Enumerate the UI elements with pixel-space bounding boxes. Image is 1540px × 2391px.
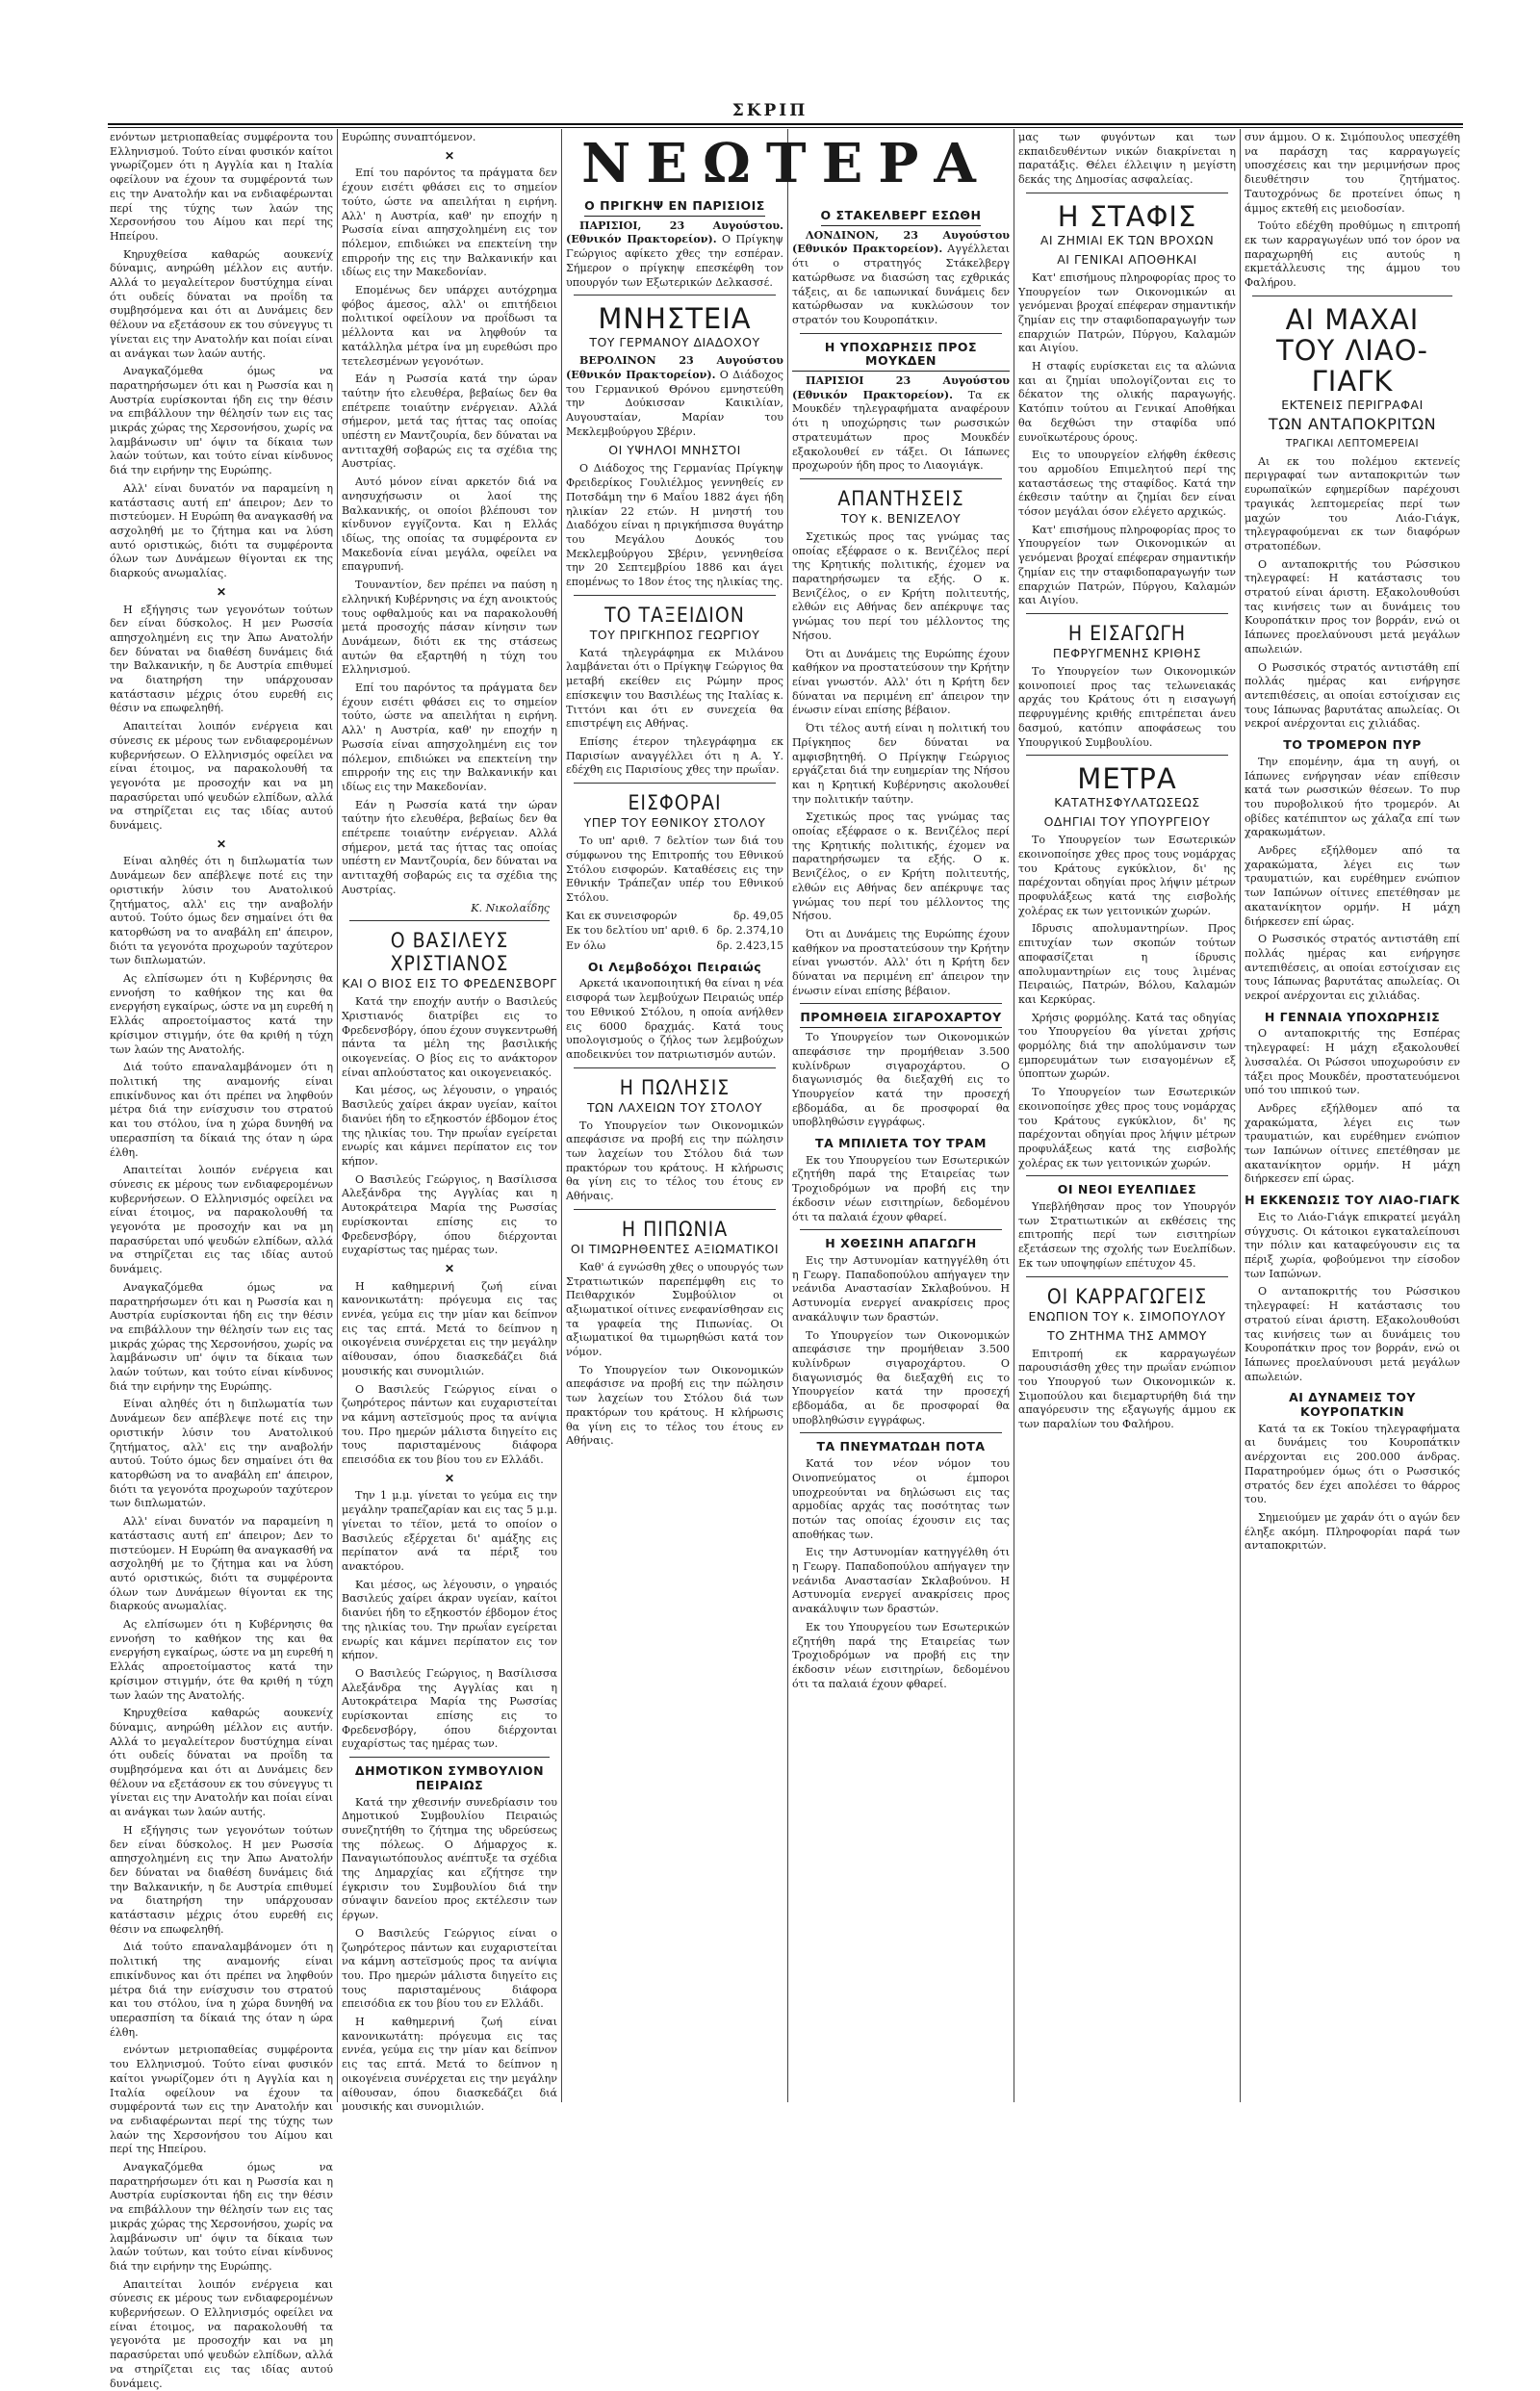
neotera-block xyxy=(566,132,1007,195)
headline-measures: ΜΕΤΡΑ xyxy=(1077,762,1177,796)
headline-piponia: Η ΠΙΠΩΝΙΑ xyxy=(621,1217,729,1241)
paragraph: Κηρυχθείσα καθαρώς αουκενίχ δύναμις, ανηρώθη μέλλον εις αυτήν. Αλλά το μεγαλείτερον δυστύχημα είναι ότι ουδείς δύναται να προΐδη τα συμβησόμενα και ότι αι Δυνάμεις δεν θέλουν να εξετάσουν εκ του σύνεγγυς τι γίνεται εις την Ανατολήν και ποίαι είναι αι ανάγκαι των λαών αυτής. xyxy=(110,247,333,360)
paragraph: Εις την Αστυνομίαν κατηγγέλθη ότι η Γεωργ. Παπαδοπούλου απήγαγεν την νεάνιδα Αναστασίαν Σκλαβούνου. Η Αστυνομία ενεργεί ανακρίσεις προς ανακάλυψιν των δραστών. xyxy=(792,1546,1010,1616)
paragraph: Απαιτείται λοιπόν ενέργεια και σύνεσις εκ μέρους των ενδιαφερομένων κυβερνήσεων. Ο Ελληνισμός οφείλει να είναι έτοιμος, να παρακολουθή τα γεγονότα με προσοχήν και να μη παρασύρεται υπό ψευδών ελπίδων, αλλά να στηρίζεται εις τας ιδίας αυτού δυνάμεις. xyxy=(110,720,333,833)
paragraph: Αυτό μόνον είναι αρκετόν διά να ανησυχήσωσιν οι λαοί της Βαλκανικής, οι οποίοι βλέπουσι τον κίνδυνον εγγίζοντα. Και η Ελλάς ιδίως, της οποίας τα συμφέροντα εν Μακεδονία είναι μεγάλα, οφείλει να επαγρυπνή. xyxy=(342,476,557,574)
paragraph: Επομένως δεν υπάρχει αυτόχρημα φόβος άμεσος, αλλ' οι επιτήδειοι πολιτικοί οφείλουν να προΐδωσι τα μέλλοντα και να ληφθούν τα κατάλληλα μέτρα ίνα μη ευρεθώσι προ τετελεσμένων γεγονότων. xyxy=(342,284,557,368)
headline-journey: ΤΟ ΤΑΞΕΙΔΙΟΝ xyxy=(604,603,745,627)
paragraph: Κατ' επισήμους πληροφορίας προς το Υπουργείον των Οικονομικών αι γενόμεναι βροχαί επέφεραν σημαντικήν ζημίαν εις την σταφιδοπαραγωγήν των επαρχιών Πατρών, Πύργου, Καλαμών και Αιγίου. xyxy=(1018,523,1236,607)
paragraph: Τουναντίον, δεν πρέπει να παύση η ελληνική Κυβέρνησις να έχη ανοικτούς τους οφθαλμούς και να παρακολουθή μετά προσοχής πάσαν κίνησιν των Δυνάμεων, διότι εκ της στάσεως αυτών θα εξαρτηθή η τύχη του Ελληνισμού. xyxy=(342,578,557,677)
section-separator: ✕ xyxy=(444,148,455,163)
headline-engagement: ΜΝΗΣΤΕΙΑ xyxy=(598,302,752,336)
section-separator: ✕ xyxy=(216,584,227,599)
paragraph: Αλλ' είναι δυνατόν να παραμείνη η κατάστασις αυτή επ' άπειρον; Δεν το πιστεύομεν. Η Ευρώπη θα αναγκασθή να ασχοληθή με το ζήτημα και να λύση αυτό οριστικώς, διότι τα συμφέροντα όλων των Δυνάμεων θίγονται εκ της διαρκούς ανωμαλίας. xyxy=(110,1515,333,1613)
headline-boatmen: Οι Λεμβοδόχοι Πειραιώς xyxy=(587,959,762,974)
subheadline: ΟΙ ΥΨΗΛΟΙ ΜΝΗΣΤΟΙ xyxy=(608,443,741,458)
headline-tram-tickets: ΤΑ ΜΠΙΛΙΕΤΑ ΤΟΥ ΤΡΑΜ xyxy=(815,1136,987,1151)
paragraph: ενόντων μετριοπαθείας συμφέροντα του Ελληνισμού. Τούτο είναι φυσικόν καίτοι γνωρίζομεν ότι η Αγγλία και η Ιταλία οφείλουν να έχουν τα συμφέροντά των εις την Ανατολήν και να ενδιαφέρωνται περί της τύχης των λαών της Χερσονήσου του Αίμου και περί της Ηπείρου. xyxy=(110,2044,333,2156)
paragraph: Εκ του Υπουργείου των Εσωτερικών εζητήθη παρά της Εταιρείας των Τροχιοδρόμων να προβή εις την έκδοσιν νέων εισιτηρίων, δεδομένου ότι τα παλαιά έχουν φθαρεί. xyxy=(792,1153,1010,1223)
header-rule xyxy=(108,123,1463,125)
subheadline: ΤΟΥ ΓΕΡΜΑΝΟΥ ΔΙΑΔΟΧΟΥ xyxy=(589,335,760,350)
paragraph: Κατά τον νέον νόμον του Οινοπνεύματος οι έμποροι υποχρεούνται να δηλώσωσι εις τας αρμοδίας αρχάς τας ποσότητας των ποτών τας οποίας έχουσιν εις τας αποθήκας των. xyxy=(792,1457,1010,1541)
divider xyxy=(800,478,1002,479)
paragraph: Επί του παρόντος τα πράγματα δεν έχουν εισέτι φθάσει εις το σημείον τούτο, ώστε να απειλήται η ειρήνη. Αλλ' η Αυστρία, καθ' ην εποχήν η Ρωσσία είναι απησχολημένη εις τον πόλεμον, επιδιώκει να επεκτείνη την επιρροήν της εις την Βαλκανικήν και ιδίως εις την Μακεδονίαν. xyxy=(342,681,557,793)
paragraph: Ο Βασιλεύς Γεώργιος είναι ο ζωηρότερος πάντων και ευχαριστείται να κάμνη αστεϊσμούς προς τα ανίψια του. Προ ημερών μάλιστα διηγείτο εις τους παρισταμένους διάφορα επεισόδια εκ του βίου του εν Ελλάδι. xyxy=(342,1382,557,1467)
headline-stakelberg: Ο ΣΤΑΚΕΛΒΕΡΓ ΕΣΩΘΗ xyxy=(792,209,1010,226)
headline-liaoyang: ΤΟΥ ΛΙΑΟ-ΓΙΑΓΚ xyxy=(1276,333,1428,398)
divider xyxy=(574,1067,776,1068)
paragraph: συν άμμου. Ο κ. Σιμόπουλος υπεσχέθη να παράσχη τας καρραγωγείς υποσχέσεις και την μεριμνήσων προς διευθέτησιν του ζητήματος. Ταυτοχρόνως δε προτείνει όπως η άμμος εκτεθή εις μειοδοσίαν. xyxy=(1245,131,1460,215)
paragraph: Το Υπουργείον των Οικονομικών απεφάσισε την προμήθειαν 3.500 κυλίνδρων σιγαροχάρτου. Ο διαγωνισμός θα διεξαχθή εις το Υπουργείον κατά την προσεχή εβδομάδα, αι δε προσφοραί θα υποβληθώσιν εγγράφως. xyxy=(792,1031,1010,1129)
paragraph: Αλλ' είναι δυνατόν να παραμείνη η κατάστασις αυτή επ' άπειρον; Δεν το πιστεύομεν. Η Ευρώπη θα αναγκασθή να ασχοληθή με το ζήτημα και να λύση αυτό οριστικώς, διότι τα συμφέροντα όλων των Δυνάμεων θίγονται εκ της διαρκούς ανωμαλίας. xyxy=(110,481,333,580)
paragraph: μας των φυγόντων και των εκπαιδευθέντων νικών διακρίνεται η παρατάξις. Θέλει έλλειψιν η μεγίστη δεκάς της Δημοσίας ασφαλείας. xyxy=(1018,131,1236,187)
paragraph: Κατά την χθεσινήν συνεδρίασιν του Δημοτικού Συμβουλίου Πειραιώς συνεζητήθη το ζήτημα της υδρεύσεως της πόλεως. Ο Δήμαρχος κ. Παναγιωτόπουλος ανέπτυξε τα σχέδια της Δημαρχίας και εζήτησε την έγκρισιν του Συμβουλίου διά την σύναψιν δανείου προς εκτέλεσιν των έργων. xyxy=(342,1795,557,1922)
divider xyxy=(800,333,1002,334)
masthead-title: ΣΚΡΙΠ xyxy=(732,101,808,120)
divider xyxy=(1026,755,1228,756)
paragraph: Ιδρυσις απολυμαντηρίων. Προς επιτυχίαν των σκοπών τούτων αποφασίζεται η ίδρυσις απολυμαντηρίων εις τους λιμένας Πειραιώς, Πατρών, Βόλου, Καλαμών και Κερκύρας. xyxy=(1018,922,1236,1006)
paragraph: Απαιτείται λοιπόν ενέργεια και σύνεσις εκ μέρους των ενδιαφερομένων κυβερνήσεων. Ο Ελληνισμός οφείλει να είναι έτοιμος, να παρακολουθή τα γεγονότα με προσοχήν και να μη παρασύρεται υπό ψευδών ελπίδων, αλλά να στηρίζεται εις τας ιδίας αυτού δυνάμεις. xyxy=(110,1164,333,1276)
paragraph: Το Υπουργείον των Οικονομικών κοινοποιεί προς τας τελωνειακάς αρχάς του Κράτους ότι η εισαγωγή πεφρυγμένης κριθής επιτρέπεται άνευ δασμού, κατόπιν αποφάσεως του Υπουργικού Συμβουλίου. xyxy=(1018,664,1236,749)
divider xyxy=(574,783,776,784)
subheadline: ΑΙ ΖΗΜΙΑΙ ΕΚ ΤΩΝ ΒΡΟΧΩΝ xyxy=(1040,232,1215,247)
paragraph: Το Υπουργείον των Εσωτερικών εκοινοποίησε χθες προς τους νομάρχας του Κράτους εγκύκλιον, δι' ης παρέχονται οδηγίαι προς λήψιν μέτρων προφυλάξεως κατά της εισβολής χολέρας εκ των γειτονικών χωρών. xyxy=(1018,834,1236,917)
paragraph: Εάν η Ρωσσία κατά την ώραν ταύτην ήτο ελευθέρα, βεβαίως δεν θα επέτρεπε τοιαύτην ενέργειαν. Αλλά σήμερον, μετά τας ήττας τας οποίας υπέστη εν Μαντζουρία, δεν δύναται να αντιταχθή σοβαρώς εις τα σχέδια της Αυστρίας. xyxy=(342,373,557,471)
paragraph: Το Υπουργείον των Οικονομικών απεφάσισε να προβή εις την πώλησιν των λαχείων του Στόλου διά των πρακτόρων του κράτους. Η κλήρωσις θα γίνη εις το τέλος του έτους εν Αθήναις. xyxy=(566,1363,783,1448)
paragraph: Η καθημερινή ζωή είναι κανονικωτάτη: πρόγευμα εις τας εννέα, γεύμα εις την μίαν και δείπνον εις τας επτά. Μετά το δείπνον η οικογένεια συνέρχεται εις την μεγάλην αίθουσαν, όπου διασκεδάζει διά μουσικής και συνομιλιών. xyxy=(342,1279,557,1377)
headline-evacuation: Η ΕΚΚΕΝΩΣΙΣ ΤΟΥ ΛΙΑΟ-ΓΙΑΓΚ xyxy=(1245,1193,1460,1208)
headline-answers: ΑΠΑΝΤΗΣΕΙΣ xyxy=(837,486,964,510)
headline-spirits: ΤΑ ΠΝΕΥΜΑΤΩΔΗ ΠΟΤΑ xyxy=(816,1439,986,1454)
divider xyxy=(800,1432,1002,1433)
divider xyxy=(1026,613,1228,614)
paragraph: Σημειούμεν με χαράν ότι ο αγών δεν έληξε ακόμη. Πληροφορίαι παρά των ανταποκριτών. xyxy=(1245,1510,1460,1553)
headline-piraeus-council: ΔΗΜΟΤΙΚΟΝ ΣΥΜΒΟΥΛΙΟΝ ΠΕΙΡΑΙΩΣ xyxy=(354,1763,545,1792)
column-1 xyxy=(106,131,337,2390)
paragraph: Επιτροπή εκ καρραγωγέων παρουσιάσθη χθες την πρωΐαν ενώπιον του Υπουργού των Οικονομικών κ. Σιμοπούλου και διεμαρτυρήθη διά την απαγόρευσιν της εξαγωγής άμμου εκ των παραλίων του Φαλήρου. xyxy=(1018,1347,1236,1431)
contribution-row: Και εκ συνεισφορών δρ. 49,05 xyxy=(566,909,783,922)
paragraph: Κατά τηλεγράφημα εκ Μιλάνου λαμβάνεται ότι ο Πρίγκηψ Γεώργιος θα μεταβή εκείθεν εις Ρώμην προς επίσκεψιν του Βασιλέως της Ιταλίας κ. Τιττόνι και ότι εν συνεχεία θα επιστρέψη εις Αθήνας. xyxy=(566,646,783,731)
section-separator: ✕ xyxy=(216,836,227,851)
paragraph: Εις την Αστυνομίαν κατηγγέλθη ότι η Γεωργ. Παπαδοπούλου απήγαγεν την νεάνιδα Αναστασίαν Σκλαβούνου. Η Αστυνομία ενεργεί ανακρίσεις προς ανακάλυψιν των δραστών. xyxy=(792,1254,1010,1324)
section-separator: ✕ xyxy=(444,1471,455,1485)
paragraph: Επί του παρόντος τα πράγματα δεν έχουν εισέτι φθάσει εις το σημείον τούτο, ώστε να απειλήται η ειρήνη. Αλλ' η Αυστρία, καθ' ην εποχήν η Ρωσσία είναι απησχολημένη εις τον πόλεμον, επιδιώκει να επεκτείνη την επιρροήν της εις την Βαλκανικήν και ιδίως εις την Μακεδονίαν. xyxy=(342,167,557,279)
subheadline: ΤΩΝ ΛΑΧΕΙΩΝ ΤΟΥ ΣΤΟΛΟΥ xyxy=(586,1099,763,1115)
paragraph: Κατά την εποχήν αυτήν ο Βασιλεύς Χριστιανός διατρίβει εις το Φρεδενσβόργ, όπου έχουν συγκεντρωθή πάντα τα μέλη της βασιλικής οικογενείας. Ο βίος εις το ανάκτορον είναι απλούστατος και οικογενειακός. xyxy=(342,995,557,1079)
headline-cigarette-paper: ΠΡΟΜΗΘΕΙΑ ΣΙΓΑΡΟΧΑΡΤΟΥ xyxy=(792,1011,1010,1028)
paragraph: ΠΑΡΙΣΙΟΙ 23 Αυγούστου (Εθνικόν Πρακτορείον). Τα εκ Μουκδέν τηλεγραφήματα αναφέρουν ότι η υποχώρησις των ρωσσικών στρατευμάτων προς Μουκδέν εξακολουθεί εν τάξει. Οι Ιάπωνες προχωρούν ήδη προς το Λιαογιάγκ. xyxy=(792,374,1010,473)
divider xyxy=(800,1229,1002,1230)
headline-battles: ΑΙ ΜΑΧΑΙ xyxy=(1285,302,1420,336)
column-6 xyxy=(1241,131,1464,2099)
paragraph: ΒΕΡΟΛΙΝΟΝ 23 Αυγούστου (Εθνικόν Πρακτορείον). Ο Διάδοχος του Γερμανικού Θρόνου εμνηστεύθη την Δούκισσαν Καικιλίαν, Αυγουσταίαν, Μαρίαν του Μεκλεμβούργου Σβέριν. xyxy=(566,354,783,438)
paragraph: ενόντων μετριοπαθείας συμφέροντα του Ελληνισμού. Τούτο είναι φυσικόν καίτοι γνωρίζομεν ότι η Αγγλία και η Ιταλία οφείλουν να έχουν τα συμφέροντά των εις την Ανατολήν και να ενδιαφέρωνται περί της τύχης των λαών της Χερσονήσου του Αίμου και περί της Ηπείρου. xyxy=(110,131,333,243)
paragraph: Η εξήγησις των γεγονότων τούτων δεν είναι δύσκολος. Η μεν Ρωσσία απησχολημένη εις την Άπω Ανατολήν δεν δύναται να διαθέση δυνάμεις διά την Βαλκανικήν, η δε Αυστρία επιθυμεί να διατηρήση την υπάρχουσαν κατάστασιν μέχρις ότου ευρεθή εις θέσιν να επωφεληθή. xyxy=(110,1823,333,1936)
paragraph: Σχετικώς προς τας γνώμας τας οποίας εξέφρασε ο κ. Βενιζέλος περί της Κρητικής πολιτικής, έχομεν να παρατηρήσωμεν τα εξής. Ο κ. Βενιζέλος, ο εν Κρήτη πολιτευτής, ελθών εις Αθήνας δεν απέκρυψε τας γνώμας του περί του μέλλοντος της Νήσου. xyxy=(792,810,1010,923)
subheadline: ΚΑΤΑΤΗΣΦΥΛΑΤΩΣΕΩΣ xyxy=(1054,795,1200,810)
headline-abduction: Η ΧΘΕΣΙΝΗ ΑΠΑΓΩΓΗ xyxy=(825,1236,977,1251)
paragraph: Τούτο εδέχθη προθύμως η επιτροπή εκ των καρραγωγέων υπό τον όρον να παραχωρηθή εις αυτούς η εκμετάλλευσις της άμμου του Φαλήρου. xyxy=(1245,219,1460,290)
headline-kuropatkin-forces: ΑΙ ΔΥΝΑΜΕΙΣ ΤΟΥ ΚΟΥΡΟΠΑΤΚΙΝ xyxy=(1289,1390,1416,1420)
headline-brave-retreat: Η ΓΕΝΝΑΙΑ ΥΠΟΧΩΡΗΣΙΣ xyxy=(1264,1009,1441,1024)
paragraph: Αναγκαζόμεθα όμως να παρατηρήσωμεν ότι και η Ρωσσία και η Αυστρία ευρίσκονται ήδη εις την θέσιν να επιβάλλουν την θέλησίν των εις τας μικράς χώρας της Χερσονήσου, χωρίς να λαμβάνωσιν υπ' όψιν τα δίκαια των λαών τούτων, και τούτο είναι κίνδυνος διά την ειρήνην της Ευρώπης. xyxy=(110,365,333,477)
subheadline: ΟΔΗΓΙΑΙ ΤΟΥ ΥΠΟΥΡΓΕΙΟΥ xyxy=(1043,814,1211,830)
paragraph: Και μέσος, ως λέγουσιν, ο γηραιός Βασιλεύς χαίρει άκραν υγείαν, καίτοι διανύει ήδη το εξηκοστόν έβδομον έτος της ηλικίας του. Την πρωΐαν εγείρεται ενωρίς και κάμνει περίπατον εις τον κήπον. xyxy=(342,1578,557,1662)
paragraph: Εάν η Ρωσσία κατά την ώραν ταύτην ήτο ελευθέρα, βεβαίως δεν θα επέτρεπε τοιαύτην ενέργειαν. Αλλά σήμερον, μετά τας ήττας τας οποίας υπέστη εν Μαντζουρία, δεν δύναται να αντιταχθή σοβαρώς εις τα σχέδια της Αυστρίας. xyxy=(342,798,557,896)
divider xyxy=(574,595,776,596)
paragraph: Κηρυχθείσα καθαρώς αουκενίχ δύναμις, ανηρώθη μέλλον εις αυτήν. Αλλά το μεγαλείτερον δυστύχημα είναι ότι ουδείς δύναται να προΐδη τα συμβησόμενα και ότι αι Δυνάμεις δεν θέλουν να εξετάσουν εκ του σύνεγγυς τι γίνεται εις την Ανατολήν και ποίαι είναι αι ανάγκαι των λαών αυτής. xyxy=(110,1707,333,1819)
paragraph: Αναγκαζόμεθα όμως να παρατηρήσωμεν ότι και η Ρωσσία και η Αυστρία ευρίσκονται ήδη εις την θέσιν να επιβάλλουν την θέλησίν των εις τας μικράς χώρας της Χερσονήσου, χωρίς να λαμβάνωσιν υπ' όψιν τα δίκαια των λαών τούτων, και τούτο είναι κίνδυνος διά την ειρήνην της Ευρώπης. xyxy=(110,1280,333,1393)
contribution-row: Εκ του δελτίου υπ' αριθ. 6 δρ. 2.374,10 xyxy=(566,924,783,938)
paragraph: Απαιτείται λοιπόν ενέργεια και σύνεσις εκ μέρους των ενδιαφερομένων κυβερνήσεων. Ο Ελληνισμός οφείλει να είναι έτοιμος, να παρακολουθή τα γεγονότα με προσοχήν και να μη παρασύρεται υπό ψευδών ελπίδων, αλλά να στηρίζεται εις τας ιδίας αυτού δυνάμεις. xyxy=(110,2277,333,2390)
paragraph: Ο Ρωσσικός στρατός αντιστάθη επί πολλάς ημέρας και ενήργησε αντεπιθέσεις, αι οποίαι εστοίχισαν εις τους Ιάπωνας βαρυτάτας απωλείας. Οι νεκροί ανέρχονται εις χιλιάδας. xyxy=(1245,660,1460,731)
divider xyxy=(574,295,776,296)
subheadline: ΤΟΥ ΠΡΙΓΚΗΠΟΣ ΓΕΩΡΓΙΟΥ xyxy=(589,627,760,642)
paragraph: Ο Βασιλεύς Γεώργιος είναι ο ζωηρότερος πάντων και ευχαριστείται να κάμνη αστεϊσμούς προς τα ανίψια του. Προ ημερών μάλιστα διηγείτο εις τους παρισταμένους διάφορα επεισόδια εκ του βίου του εν Ελλάδι. xyxy=(342,1926,557,2011)
paragraph: Την 1 μ.μ. γίνεται το γεύμα εις την μεγάλην τραπεζαρίαν και εις τας 5 μ.μ. γίνεται το τέϊον, μετά το οποίον ο Βασιλεύς εξέρχεται δι' αμάξης εις περίπατον ανά τα πέριξ του ανακτόρου. xyxy=(342,1489,557,1573)
subheadline: ΤΟΥ κ. ΒΕΝΙΖΕΛΟΥ xyxy=(840,510,962,526)
paragraph: Ο ανταποκριτής του Ρώσσικου τηλεγραφεί: Η κατάστασις του στρατού είναι άριστη. Εξακολουθούσι τας κινήσεις των αι δυνάμεις του Κουροπάτκιν προς τον βορράν, ενώ οι Ιάπωνες προελαύνουσι μετά μεγάλων απωλειών. xyxy=(1245,1285,1460,1383)
paragraph: Ο Ρωσσικός στρατός αντιστάθη επί πολλάς ημέρας και ενήργησε αντεπιθέσεις, αι οποίαι εστοίχισαν εις τους Ιάπωνας βαρυτάτας απωλείας. Οι νεκροί ανέρχονται εις χιλιάδας. xyxy=(1245,933,1460,1003)
paragraph: Ευρώπης συναπτόμενον. xyxy=(342,131,476,143)
headline-terrible-fire: ΤΟ ΤΡΟΜΕΡΟΝ ΠΥΡ xyxy=(1283,737,1422,753)
section-title-neotera: ΝΕΩΤΕΡΑ xyxy=(581,132,991,195)
headline-carters: ΟΙ ΚΑΡΡΑΓΩΓΕΙΣ xyxy=(1046,1284,1208,1308)
subheadline: ΑΙ ΓΕΝΙΚΑΙ ΑΠΟΘΗΚΑΙ xyxy=(1057,251,1197,267)
paragraph: Το Υπουργείον των Οικονομικών απεφάσισε να προβή εις την πώλησιν των λαχείων του Στόλου διά των πρακτόρων του κράτους. Η κλήρωσις θα γίνη εις το τέλος του έτους εν Αθήναις. xyxy=(566,1118,783,1203)
paragraph: Το Υπουργείον των Οικονομικών απεφάσισε την προμήθειαν 3.500 κυλίνδρων σιγαροχάρτου. Ο διαγωνισμός θα διεξαχθή εις το Υπουργείον κατά την προσεχή εβδομάδα, αι δε προσφοραί θα υποβληθώσιν εγγράφως. xyxy=(792,1328,1010,1427)
subheadline: ΕΚΤΕΝΕΙΣ ΠΕΡΙΓΡΑΦΑΙ xyxy=(1281,397,1424,412)
paragraph: Ο Διάδοχος της Γερμανίας Πρίγκηψ Φρειδερίκος Γουλιέλμος γεννηθείς εν Ποτσδάμη την 6 Μαΐου 1882 άγει ήδη ηλικίαν 22 ετών. Η μνηστή του Διαδόχου είναι η πριγκήπισσα θυγάτηρ του Μεγάλου Δουκός του Μεκλεμβούργου Σβέριν, γεννηθείσα την 20 Σεπτεμβρίου 1886 και άγει επομένως το 18ον έτος της ηλικίας της. xyxy=(566,462,783,589)
paragraph: Ο Βασιλεύς Γεώργιος, η Βασίλισσα Αλεξάνδρα της Αγγλίας και η Αυτοκράτειρα Μαρία της Ρωσσίας ευρίσκονται επίσης εις το Φρεδενσβόργ, όπου διέρχονται ευχαρίστως τας ημέρας των. xyxy=(342,1172,557,1257)
paragraph: Το υπ' αριθ. 7 δελτίον των διά του σύμφωνου της Επιτροπής του Εθνικού Στόλου εισφορών. Καταθέσεις εις την Εθνικήν Τράπεζαν υπέρ του Εθνικού Στόλου. xyxy=(566,835,783,904)
column-4 xyxy=(788,202,1014,2098)
divider xyxy=(349,1757,550,1758)
paragraph: Εκ του Υπουργείου των Εσωτερικών εζητήθη παρά της Εταιρείας των Τροχιοδρόμων να προβή εις την έκδοσιν νέων εισιτηρίων, δεδομένου ότι τα παλαιά έχουν φθαρεί. xyxy=(792,1620,1010,1690)
paragraph: Ας ελπίσωμεν ότι η Κυβέρνησις θα εννοήση το καθήκον της και θα ενεργήση εγκαίρως, ώστε να μη ευρεθή η Ελλάς απροετοίμαστος κατά την κρίσιμον στιγμήν, ότε θα κριθή η τύχη των λαών της Ανατολής. xyxy=(110,972,333,1056)
paragraph: Εις το Λιάο-Γιάγκ επικρατεί μεγάλη σύγχυσις. Οι κάτοικοι εγκαταλείπουσι την πόλιν και καταφεύγουσιν εις τα πέριξ χωρία, φοβούμενοι την είσοδον των Ιαπώνων. xyxy=(1245,1210,1460,1280)
article-signature: Κ. Νικολαΐδης xyxy=(471,901,550,914)
column-5 xyxy=(1014,131,1240,2099)
paragraph: Ο ανταποκριτής της Εσπέρας τηλεγραφεί: Η μάχη εξακολουθεί λυσσαλέα. Οι Ρώσσοι υποχωρούσιν εν τάξει προς Μουκδέν, προστατευόμενοι υπό του ιππικού των. xyxy=(1245,1027,1460,1097)
paragraph: Ότι τέλος αυτή είναι η πολιτική του Πρίγκηπος δεν δύναται να αμφισβητηθή. Ο Πρίγκηψ Γεώργιος εργάζεται διά την ευημερίαν της Νήσου και η Κρητική Κυβέρνησις ακολουθεί την πολιτικήν ταύτην. xyxy=(792,722,1010,806)
subheadline: ΤΩΝ ΑΝΤΑΠΟΚΡΙΤΩΝ xyxy=(1268,414,1437,433)
paragraph: Ο ανταποκριτής του Ρώσσικου τηλεγραφεί: Η κατάστασις του στρατού είναι άριστη. Εξακολουθούσι τας κινήσεις των αι δυνάμεις του Κουροπάτκιν προς τον βορράν, ενώ οι Ιάπωνες προελαύνουσι μετά μεγάλων απωλειών. xyxy=(1245,557,1460,656)
headline-cadets: ΟΙ ΝΕΟΙ ΕΥΕΛΠΙΔΕΣ xyxy=(1057,1182,1197,1197)
paragraph: Αρκετά ικανοποιητική θα είναι η νέα εισφορά των λεμβούχων Πειραιώς υπέρ του Εθνικού Στόλου, η οποία ανήλθεν εις 6000 δραχμάς. Κατά τους υπολογισμούς ο ζήλος των λεμβούχων αποδεικνύει τον πατριωτισμόν αυτών. xyxy=(566,977,783,1061)
paragraph: Ανδρες εξήλθομεν από τα χαρακώματα, λέγει εις των τραυματιών, και ευρέθημεν ενώπιον των Ιαπώνων οίτινες επετέθησαν με ακατανίκητον ορμήν. Η μάχη διήρκεσεν επί ώρας. xyxy=(1245,1101,1460,1186)
header-rule-thin xyxy=(108,127,1463,128)
divider xyxy=(1026,1175,1228,1176)
headline-sale: Η ΠΩΛΗΣΙΣ xyxy=(619,1075,731,1099)
paragraph: Η εξήγησις των γεγονότων τούτων δεν είναι δύσκολος. Η μεν Ρωσσία απησχολημένη εις την Άπω Ανατολήν δεν δύναται να διαθέση δυνάμεις διά την Βαλκανικήν, η δε Αυστρία επιθυμεί να διατηρήση την υπάρχουσαν κατάστασιν μέχρις ότου ευρεθή εις θέσιν να επωφεληθή. xyxy=(110,603,333,715)
headline-prince-paris: Ο ΠΡΙΓΚΗΨ ΕΝ ΠΑΡΙΣΙΟΙΣ xyxy=(566,199,783,217)
paragraph: Ανδρες εξήλθομεν από τα χαρακώματα, λέγει εις των τραυματιών, και ευρέθημεν ενώπιον των Ιαπώνων οίτινες επετέθησαν με ακατανίκητον ορμήν. Η μάχη διήρκεσεν επί ώρας. xyxy=(1245,844,1460,928)
paragraph: Ότι αι Δυνάμεις της Ευρώπης έχουν καθήκον να προστατεύσουν την Κρήτην είναι γνωστόν. Αλλ' ότι η Κρήτη δεν δύναται να περιμένη επ' άπειρον την ένωσιν είναι επίσης βέβαιον. xyxy=(792,927,1010,997)
section-separator: ✕ xyxy=(444,1261,455,1275)
paragraph: Χρήσις φορμόλης. Κατά τας οδηγίας του Υπουργείου θα γίνεται χρήσις φορμόλης διά την απολύμανσιν των εμπορευμάτων των εισαγομένων εξ ύποπτων χωρών. xyxy=(1018,1011,1236,1081)
paragraph: Ο Βασιλεύς Γεώργιος, η Βασίλισσα Αλεξάνδρα της Αγγλίας και η Αυτοκράτειρα Μαρία της Ρωσσίας ευρίσκονται επίσης εις το Φρεδενσβόργ, όπου διέρχονται ευχαρίστως τας ημέρας των. xyxy=(342,1666,557,1751)
divider xyxy=(574,1209,776,1210)
contribution-row: Εν όλω δρ. 2.423,15 xyxy=(566,939,783,953)
divider xyxy=(800,1003,1002,1004)
subheadline: ΟΙ ΤΙΜΩΡΗΘΕΝΤΕΣ ΑΞΙΩΜΑΤΙΚΟΙ xyxy=(570,1241,780,1256)
paragraph: Επίσης έτερον τηλεγράφημα εκ Παρισίων αναγγέλλει ότι η Α. Υ. εδέχθη εις Παρισίους χθες την πρωΐαν. xyxy=(566,734,783,777)
paragraph: Σχετικώς προς τας γνώμας τας οποίας εξέφρασε ο κ. Βενιζέλος περί της Κρητικής πολιτικής, έχομεν να παρατηρήσωμεν τα εξής. Ο κ. Βενιζέλος, ο εν Κρήτη πολιτευτής, ελθών εις Αθήνας δεν απέκρυψε τας γνώμας του περί του μέλλοντος της Νήσου. xyxy=(792,529,1010,642)
paragraph: Αναγκαζόμεθα όμως να παρατηρήσωμεν ότι και η Ρωσσία και η Αυστρία ευρίσκονται ήδη εις την θέσιν να επιβάλλουν την θέλησίν των εις τας μικράς χώρας της Χερσονήσου, χωρίς να λαμβάνωσιν υπ' όψιν τα δίκαια των λαών τούτων, και τούτο είναι κίνδυνος διά την ειρήνην της Ευρώπης. xyxy=(110,2161,333,2273)
paragraph: Διά τούτο επαναλαμβάνομεν ότι η πολιτική της αναμονής είναι επικίνδυνος και ότι πρέπει να ληφθούν μέτρα διά την ενίσχυσιν του στρατού και του στόλου, ίνα η χώρα δυνηθή να υπερασπίση τα δίκαιά της όταν η ώρα έλθη. xyxy=(110,1941,333,2039)
subheadline: ΥΠΕΡ ΤΟΥ ΕΘΝΙΚΟΥ ΣΤΟΛΟΥ xyxy=(583,815,766,831)
paragraph: Κατά τα εκ Τοκίου τηλεγραφήματα αι δυνάμεις του Κουροπάτκιν ανέρχονται εις 200.000 άνδρας. Παρατηρούμεν όμως ότι ο Ρωσσικός στρατός δεν έχει απολέσει το θάρρος του. xyxy=(1245,1422,1460,1506)
subheadline: ΤΟ ΖΗΤΗΜΑ ΤΗΣ ΑΜΜΟΥ xyxy=(1047,1327,1207,1343)
paragraph: Κατ' επισήμους πληροφορίας προς το Υπουργείον των Οικονομικών αι γενόμεναι βροχαί επέφεραν σημαντικήν ζημίαν εις την σταφιδοπαραγωγήν των επαρχιών Πατρών, Πύργου, Καλαμών και Αιγίου. xyxy=(1018,270,1236,355)
subheadline: ΚΑΙ Ο ΒΙΟΣ ΕΙΣ ΤΟ ΦΡΕΔΕΝΣΒΟΡΓ xyxy=(342,976,557,991)
paragraph: Εις το υπουργείον ελήφθη έκθεσις του αρμοδίου Επιμελητού περί της καταστάσεως της σταφίδος. Κατά την έκθεσιν ταύτην αι ζημίαι δεν είναι τόσον μεγάλαι όσον ελέγετο αρχικώς. xyxy=(1018,449,1236,519)
paragraph: Αι εκ του πολέμου εκτενείς περιγραφαί των ανταποκριτών των ευρωπαϊκών εφημερίδων παρέχουσι τραγικάς λεπτομερείας περί των μαχών του Λιάο-Γιάγκ, τηλεγραφούμεναι εκ των διαφόρων στρατοπέδων. xyxy=(1245,454,1460,553)
subheadline: ΕΝΩΠΙΟΝ ΤΟΥ κ. ΣΙΜΟΠΟΥΛΟΥ xyxy=(1028,1308,1226,1324)
subheadline: ΤΡΑΓΙΚΑΙ ΛΕΠΤΟΜΕΡΕΙΑΙ xyxy=(1285,437,1420,450)
column-2 xyxy=(338,131,561,2114)
paragraph: Είναι αληθές ότι η διπλωματία των Δυνάμεων δεν απέβλεψε ποτέ εις την οριστικήν λύσιν του Ανατολικού ζητήματος, αλλ' εις την αναβολήν αυτού. Τούτο όμως δεν σημαίνει ότι θα κατορθώση να το αναβάλη επ' άπειρον, διότι τα γεγονότα προχωρούν ταχύτερον των διπλωματών. xyxy=(110,855,333,967)
paragraph: Διά τούτο επαναλαμβάνομεν ότι η πολιτική της αναμονής είναι επικίνδυνος και ότι πρέπει να ληφθούν μέτρα διά την ενίσχυσιν του στρατού και του στόλου, ίνα η χώρα δυνηθή να υπερασπίση τα δίκαιά της όταν η ώρα έλθη. xyxy=(110,1061,333,1159)
paragraph: Η σταφίς ευρίσκεται εις τα αλώνια και αι ζημίαι υπολογίζονται εις το δέκατον της ολικής παραγωγής. Κατόπιν τούτου αι Γενικαί Αποθήκαι θα δεχθώσι την σταφίδα υπό ευνοϊκωτέρους όρους. xyxy=(1018,360,1236,444)
headline-contributions: ΕΙΣΦΟΡΑΙ xyxy=(628,791,722,815)
paragraph: Ας ελπίσωμεν ότι η Κυβέρνησις θα εννοήση το καθήκον της και θα ενεργήση εγκαίρως, ώστε να μη ευρεθή η Ελλάς απροετοίμαστος κατά την κρίσιμον στιγμήν, ότε θα κριθή η τύχη των λαών της Ανατολής. xyxy=(110,1618,333,1702)
divider xyxy=(1026,1276,1228,1277)
paragraph: Την επομένην, άμα τη αυγή, οι Ιάπωνες ενήργησαν νέαν επίθεσιν κατά των ρωσσικών θέσεων. Το πυρ του πυροβολικού ήτο τρομερόν. Αι οβίδες κατέπιπτον ως χάλαζα επί των χαρακωμάτων. xyxy=(1245,755,1460,839)
headline-import: Η ΕΙΣΑΓΩΓΗ xyxy=(1067,621,1187,645)
paragraph: Ότι αι Δυνάμεις της Ευρώπης έχουν καθήκον να προστατεύσουν την Κρήτην είναι γνωστόν. Αλλ' ότι η Κρήτη δεν δύναται να περιμένη επ' άπειρον την ένωσιν είναι επίσης βέβαιον. xyxy=(792,647,1010,717)
headline-king-christian: Ο ΒΑΣΙΛΕΥΣ ΧΡΙΣΤΙΑΝΟΣ xyxy=(390,929,509,976)
divider xyxy=(349,920,550,921)
paragraph: ΛΟΝΔΙΝΟΝ, 23 Αυγούστου (Εθνικόν Πρακτορείον). Αγγέλλεται ότι ο στρατηγός Στάκελβεργ κατώρθωσε να διασώση τας εχθρικάς τάξεις, αι δε ιαπωνικαί δυνάμεις δεν κατώρθωσαν να κυκλώσουν τον στρατόν του Κουροπάτκιν. xyxy=(792,228,1010,326)
paragraph: Υπεβλήθησαν προς τον Υπουργόν των Στρατιωτικών αι εκθέσεις της επιτροπής περί των εισιτηρίων εξετάσεων της σχολής των Ευελπίδων. Εκ των υποψηφίων επέτυχον 45. xyxy=(1018,1200,1236,1270)
paragraph: ΠΑΡΙΣΙΟΙ, 23 Αυγούστου. (Εθνικόν Πρακτορείον). Ο Πρίγκηψ Γεώργιος αφίκετο χθες την εσπέραν. Σήμερον ο πρίγκηψ επεσκέφθη τον υπουργόν των Εξωτερικών Δελκασσέ. xyxy=(566,219,783,289)
paragraph: Είναι αληθές ότι η διπλωματία των Δυνάμεων δεν απέβλεψε ποτέ εις την οριστικήν λύσιν του Ανατολικού ζητήματος, αλλ' εις την αναβολήν αυτού. Τούτο όμως δεν σημαίνει ότι θα κατορθώση να το αναβάλη επ' άπειρον, διότι τα γεγονότα προχωρούν ταχύτερον των διπλωματών. xyxy=(110,1398,333,1510)
paragraph: Και μέσος, ως λέγουσιν, ο γηραιός Βασιλεύς χαίρει άκραν υγείαν, καίτοι διανύει ήδη το εξηκοστόν έβδομον έτος της ηλικίας του. Την πρωΐαν εγείρεται ενωρίς και κάμνει περίπατον εις τον κήπον. xyxy=(342,1084,557,1168)
headline-raisin: Η ΣΤΑΦΙΣ xyxy=(1057,199,1197,233)
headline-retreat: Η ΥΠΟΧΩΡΗΣΙΣ ΠΡΟΣ ΜΟΥΚΔΕΝ xyxy=(792,341,1010,372)
paragraph: Καθ' ά εγνώσθη χθες ο υπουργός των Στρατιωτικών παρεπέμφθη εις το Πειθαρχικόν Συμβούλιον οι αξιωματικοί οίτινες ενεφανίσθησαν εις τα γραφεία της Πιπωνίας. Οι αξιωματικοί θα τιμωρηθώσι κατά τον νόμον. xyxy=(566,1260,783,1359)
subheadline: ΠΕΦΡΥΓΜΕΝΗΣ ΚΡΙΘΗΣ xyxy=(1052,645,1202,660)
paragraph: Το Υπουργείον των Εσωτερικών εκοινοποίησε χθες προς τους νομάρχας του Κράτους εγκύκλιον, δι' ης παρέχονται οδηγίαι προς λήψιν μέτρων προφυλάξεως κατά της εισβολής χολέρας εκ των γειτονικών χωρών. xyxy=(1018,1086,1236,1170)
paragraph: Η καθημερινή ζωή είναι κανονικωτάτη: πρόγευμα εις τας εννέα, γεύμα εις την μίαν και δείπνον εις τας επτά. Μετά το δείπνον η οικογένεια συνέρχεται εις την μεγάλην αίθουσαν, όπου διασκεδάζει διά μουσικής και συνομιλιών. xyxy=(342,2016,557,2114)
